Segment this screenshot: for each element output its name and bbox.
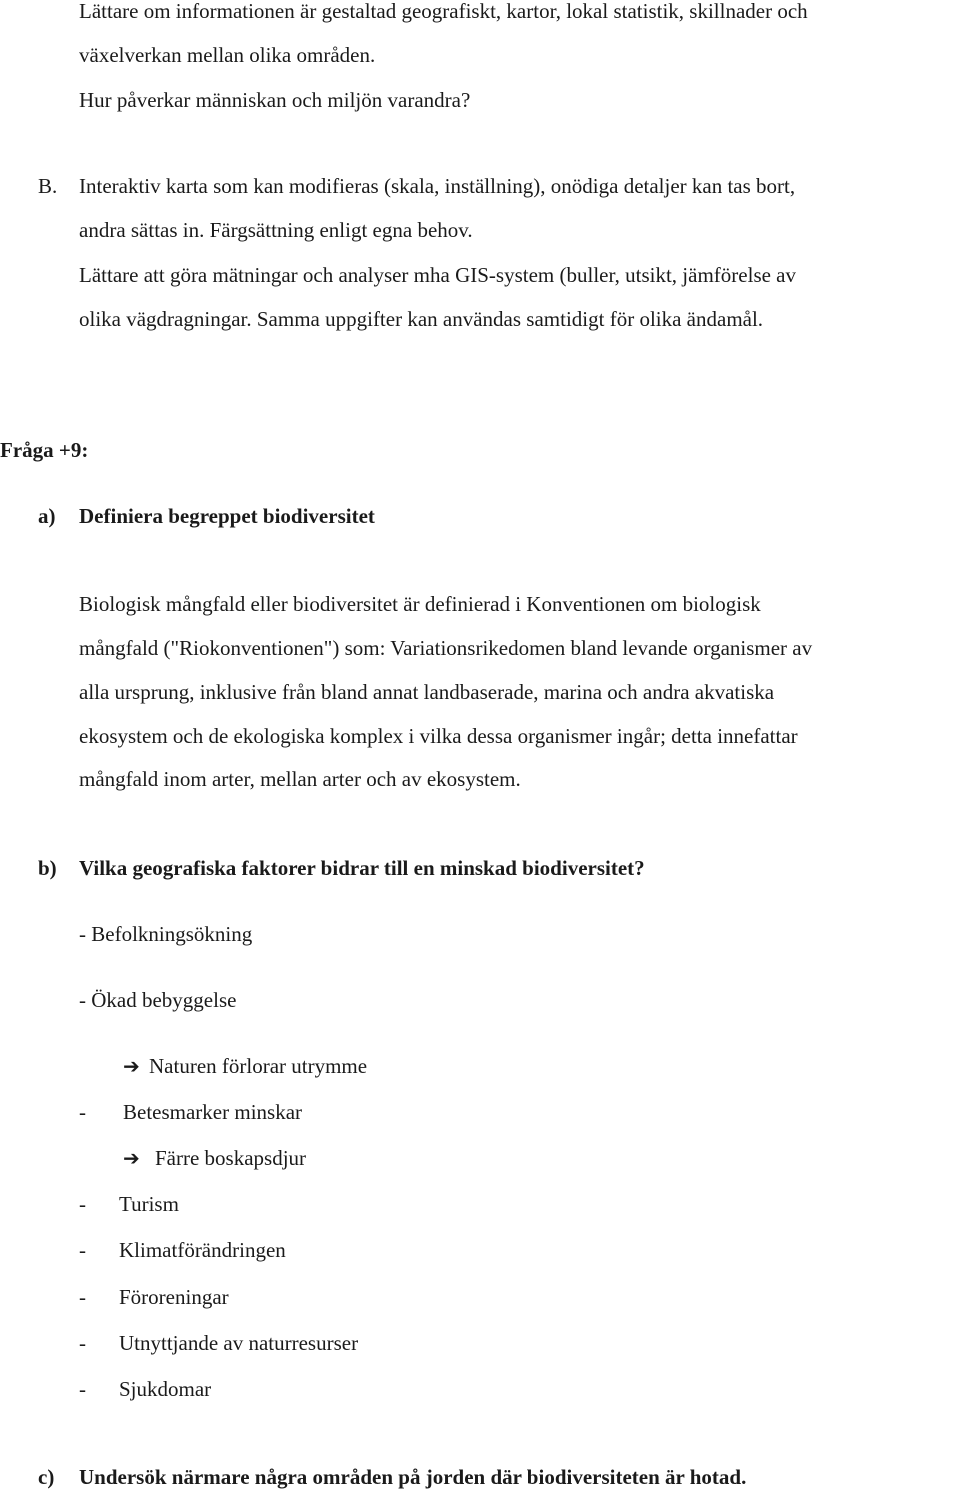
arrow-right-icon: ➔ [123, 1146, 140, 1170]
question-c-marker: c) [38, 1465, 55, 1489]
list-dash: - [79, 1377, 86, 1401]
answer-a-line-2: mångfald ("Riokonventionen") som: Variationsrikedomen bland levande organismer av [79, 636, 813, 660]
intro-line-3: Hur påverkar människan och miljön varandra? [79, 88, 471, 112]
intro-line-1: Lättare om informationen är gestaltad geografiskt, kartor, lokal statistik, skillnader och [79, 0, 808, 23]
section-b-line-2: andra sättas in. Färgsättning enligt egna behov. [79, 218, 473, 242]
question-b-title: Vilka geografiska faktorer bidrar till en minskad biodiversitet? [79, 856, 645, 880]
intro-line-2: växelverkan mellan olika områden. [79, 43, 376, 67]
list-item-okad-bebyggelse: - Ökad bebyggelse [79, 988, 237, 1012]
section-b-marker: B. [38, 174, 58, 198]
list-item-utnyttjande-text: Utnyttjande av naturresurser [119, 1331, 359, 1355]
list-item-turism-text: Turism [119, 1192, 179, 1216]
section-b-line-1: Interaktiv karta som kan modifieras (skala, inställning), onödiga detaljer kan tas bort, [79, 174, 796, 198]
question-c-title: Undersök närmare några områden på jorden där biodiversiteten är hotad. [79, 1465, 747, 1489]
answer-a-line-3: alla ursprung, inklusive från bland annat landbaserade, marina och andra akvatiska [79, 680, 775, 704]
list-item-fororeningar [79, 1284, 229, 1310]
answer-a-line-5: mångfald inom arter, mellan arter och av ekosystem. [79, 767, 521, 791]
arrow-right-icon: ➔ [123, 1054, 140, 1078]
question-heading: Fråga +9: [0, 438, 89, 462]
list-item-sjukdomar-text: Sjukdomar [119, 1377, 212, 1401]
question-b-marker: b) [38, 856, 57, 880]
question-a-title: Definiera begreppet biodiversitet [79, 504, 375, 528]
sub-item-farre-boskapsdjur [123, 1145, 306, 1171]
list-item-betesmarker [79, 1099, 302, 1125]
list-dash: - [79, 1238, 86, 1262]
list-item-utnyttjande [79, 1330, 358, 1356]
answer-a-line-1: Biologisk mångfald eller biodiversitet är definierad i Konventionen om biologisk [79, 592, 761, 616]
section-b-line-3: Lättare att göra mätningar och analyser mha GIS-system (buller, utsikt, jämförelse av [79, 263, 797, 287]
section-b-line-4: olika vägdragningar. Samma uppgifter kan användas samtidigt för olika ändamål. [79, 307, 764, 331]
list-dash: - [79, 1100, 86, 1124]
answer-a-line-4: ekosystem och de ekologiska komplex i vilka dessa organismer ingår; detta innefattar [79, 724, 798, 748]
list-item-klimatforandringen [79, 1237, 286, 1263]
list-item-sjukdomar [79, 1376, 211, 1402]
sub-item-naturen [123, 1053, 367, 1079]
sub-item-naturen-text: Naturen förlorar utrymme [149, 1054, 368, 1078]
list-item-turism [79, 1191, 179, 1217]
list-item-klimat-text: Klimatförändringen [119, 1238, 286, 1262]
list-item-betesmarker-text: Betesmarker minskar [123, 1100, 303, 1124]
sub-item-farre-text: Färre boskapsdjur [155, 1146, 307, 1170]
list-item-fororeningar-text: Föroreningar [119, 1285, 229, 1309]
list-item-befolkningsokning: - Befolkningsökning [79, 922, 253, 946]
list-dash: - [79, 1331, 86, 1355]
list-dash: - [79, 1192, 86, 1216]
question-a-marker: a) [38, 504, 56, 528]
list-dash: - [79, 1285, 86, 1309]
